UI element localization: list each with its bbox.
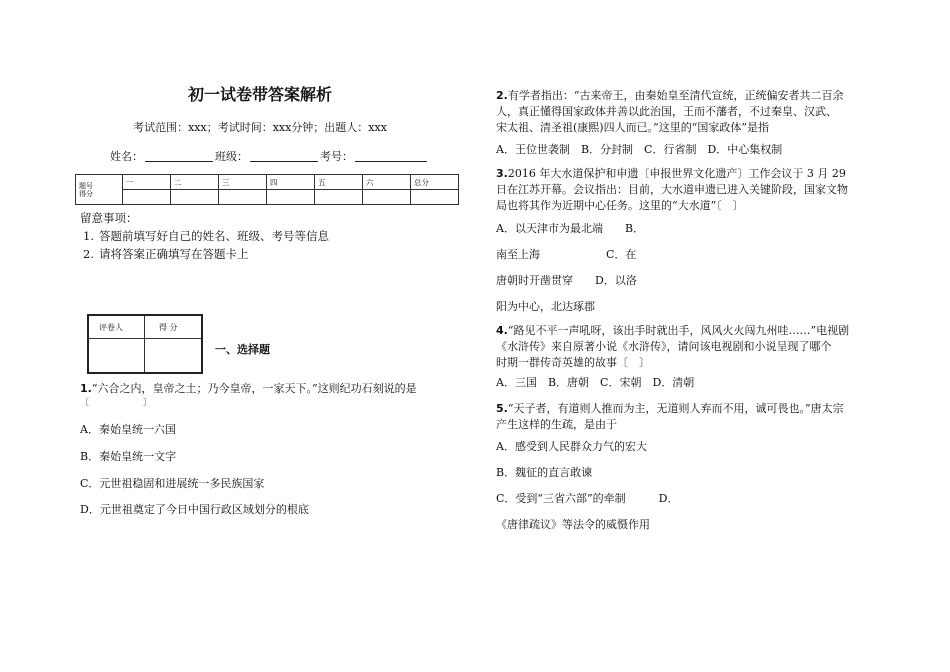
- question-number: 2.: [496, 89, 508, 102]
- notes-item: 1. 答题前填写好自己的姓名、班级、考号等信息: [83, 229, 329, 243]
- number-blank[interactable]: [355, 150, 427, 162]
- row-label-question: 题号: [79, 181, 93, 190]
- grader-score-label: 得 分: [159, 323, 178, 332]
- section-title: 一、选择题: [215, 343, 270, 356]
- notes-section: [80, 209, 329, 263]
- score-table-row-labels: [76, 175, 123, 205]
- row-label-score: 得分: [79, 189, 93, 198]
- question-4-options[interactable]: A．三国 B．唐朝 C．宋朝 D．清朝: [496, 376, 695, 389]
- column-header: 五: [315, 175, 363, 190]
- name-blank[interactable]: [145, 150, 213, 162]
- score-cell[interactable]: [219, 190, 267, 205]
- option-b[interactable]: B．魏征的直言敢谏: [496, 466, 593, 479]
- option-c[interactable]: C．元世祖稳固和进展统一多民族国家: [80, 477, 265, 490]
- score-cell[interactable]: [315, 190, 363, 205]
- option-a[interactable]: A．秦始皇统一六国: [80, 423, 176, 436]
- option-c[interactable]: C．受到“三省六部”的牵制 D．: [496, 492, 679, 505]
- score-table: [75, 174, 459, 205]
- question-number: 5.: [496, 402, 508, 415]
- column-header: 一: [123, 175, 171, 190]
- class-label: 班级：: [215, 150, 248, 163]
- option-b[interactable]: B．秦始皇统一文字: [80, 450, 177, 463]
- option-d[interactable]: D．元世祖奠定了今日中国行政区域划分的根底: [80, 503, 309, 516]
- column-header: 六: [363, 175, 411, 190]
- question-1: [80, 381, 450, 409]
- notes-item: 2. 请将答案正确填写在答题卡上: [83, 247, 249, 261]
- column-header: 四: [267, 175, 315, 190]
- question-5: 5.“天子者，有道则人推而为主，无道则人弃而不用，诚可畏也。”唐太宗 产生这样的生疏，是由于: [496, 402, 844, 431]
- exam-meta: 考试范围：xxx；考试时间：xxx分钟；出题人：xxx: [133, 121, 387, 134]
- question-number: 1.: [80, 382, 92, 395]
- option-d[interactable]: 《唐律疏议》等法令的威慑作用: [496, 518, 650, 531]
- score-cell-total[interactable]: [411, 190, 459, 205]
- question-2-options[interactable]: A．王位世袭制 B．分封制 C．行省制 D．中心集权制: [496, 143, 783, 156]
- score-cell[interactable]: [171, 190, 219, 205]
- question-4: 4.“路见不平一声吼呀，该出手时就出手，风风火火闯九州哇……”电视剧 《水浒传》来自原著小说《水浒传》，请问该电视剧和小说呈现了哪个 时期一群传奇英雄的故事〔 〕: [496, 324, 850, 369]
- question-stem: “六合之内，皇帝之土；乃今皇帝，一家天下。”这则纪功石刻说的是: [91, 382, 417, 395]
- grader-divider-v: [144, 316, 145, 372]
- option-a[interactable]: A．感受到人民群众力气的宏大: [496, 440, 647, 453]
- notes-title: 留意事项：: [80, 211, 138, 225]
- answer-paren: 〔 〕: [80, 398, 153, 408]
- column-header: 二: [171, 175, 219, 190]
- class-blank[interactable]: [250, 150, 318, 162]
- score-cell[interactable]: [267, 190, 315, 205]
- score-cell[interactable]: [123, 190, 171, 205]
- grader-label: 评卷人: [99, 323, 123, 332]
- question-2: 2.有学者指出：“古来帝王，由秦始皇至清代宣统，正统偏安者共二百余 人，真正懂得国家政体并善以此治国，王而不藩者，不过秦皇、汉武、 宋太祖、清圣祖(康熙)四人而已。”这里的“国家政体”是指: [496, 89, 844, 134]
- question-3: 3.2016 年大水道保护和申遗〔申报世界文化遗产〕工作会议于 3 月 29 日在江苏开幕。会议指出：目前，大水道申遗已进入关键阶段，国家文物 局也将其作为近期中心任务。这里的“大水道”〔 〕: [496, 167, 848, 212]
- question-number: 3.: [496, 167, 508, 180]
- option-b[interactable]: 南至上海 C．在: [496, 248, 637, 261]
- score-cell[interactable]: [363, 190, 411, 205]
- number-label: 考号：: [320, 150, 353, 163]
- column-header: 三: [219, 175, 267, 190]
- page-title: 初一试卷带答案解析: [187, 85, 332, 104]
- grader-box: [87, 314, 203, 374]
- option-a[interactable]: A．以天津市为最北端 B．: [496, 222, 645, 235]
- option-d[interactable]: 阳为中心，北达琢郡: [496, 300, 595, 313]
- student-info-row: [110, 148, 429, 164]
- column-header-total: 总分: [411, 175, 459, 190]
- question-number: 4.: [496, 324, 508, 337]
- name-label: 姓名：: [110, 150, 143, 163]
- option-c[interactable]: 唐朝时开凿贯穿 D．以洛: [496, 274, 637, 287]
